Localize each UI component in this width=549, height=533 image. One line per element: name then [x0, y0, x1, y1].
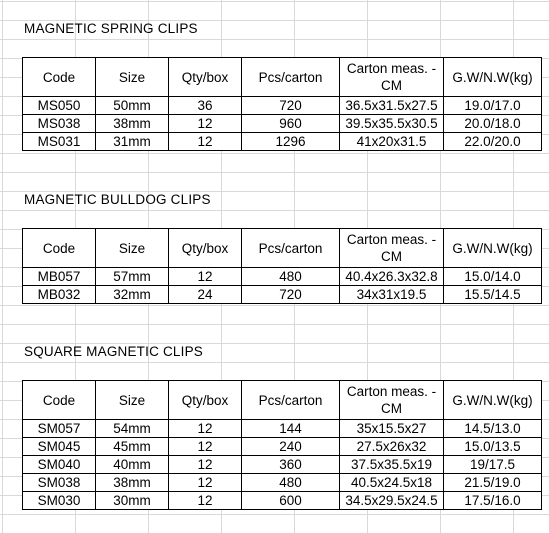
- cell-code[interactable]: MS038: [23, 115, 96, 133]
- cell-gw-nw[interactable]: 19.0/17.0: [444, 97, 542, 115]
- cell-qty-box[interactable]: 12: [169, 456, 242, 474]
- cell-carton-meas[interactable]: 40.4x26.3x32.8: [340, 268, 444, 286]
- table-row: [23, 115, 542, 133]
- cell-qty-box[interactable]: 12: [169, 474, 242, 492]
- cell-code[interactable]: MS050: [23, 97, 96, 115]
- cell-size[interactable]: 38mm: [96, 474, 169, 492]
- table-row: [23, 456, 542, 474]
- cell-code[interactable]: MS031: [23, 133, 96, 151]
- cell-size[interactable]: 31mm: [96, 133, 169, 151]
- table-row: [23, 438, 542, 456]
- cell-pcs-carton[interactable]: 960: [242, 115, 340, 133]
- cell-size[interactable]: 30mm: [96, 492, 169, 510]
- cell-code[interactable]: SM038: [23, 474, 96, 492]
- table-row: [23, 133, 542, 151]
- table-header-row: [23, 381, 542, 420]
- table-row: [23, 286, 542, 304]
- cell-carton-meas[interactable]: 39.5x35.5x30.5: [340, 115, 444, 133]
- column-header-size: Size: [96, 381, 169, 420]
- cell-code[interactable]: MB057: [23, 268, 96, 286]
- table-row: [23, 97, 542, 115]
- cell-gw-nw[interactable]: 17.5/16.0: [444, 492, 542, 510]
- cell-code[interactable]: SM045: [23, 438, 96, 456]
- column-header-gw-nw: G.W/N.W(kg): [444, 58, 542, 97]
- column-header-code: Code: [23, 229, 96, 268]
- cell-qty-box[interactable]: 12: [169, 438, 242, 456]
- section-title-bulldog-clips: MAGNETIC BULLDOG CLIPS: [24, 192, 211, 207]
- cell-pcs-carton[interactable]: 600: [242, 492, 340, 510]
- table-header-row: [23, 229, 542, 268]
- cell-size[interactable]: 32mm: [96, 286, 169, 304]
- cell-gw-nw[interactable]: 22.0/20.0: [444, 133, 542, 151]
- cell-pcs-carton[interactable]: 480: [242, 474, 340, 492]
- cell-code[interactable]: SM030: [23, 492, 96, 510]
- section-title-spring-clips: MAGNETIC SPRING CLIPS: [24, 21, 198, 36]
- bulldog-clips-table: [22, 228, 542, 304]
- cell-qty-box[interactable]: 12: [169, 420, 242, 438]
- cell-size[interactable]: 50mm: [96, 97, 169, 115]
- cell-gw-nw[interactable]: 20.0/18.0: [444, 115, 542, 133]
- column-header-pcs-carton: Pcs/carton: [242, 229, 340, 268]
- table-header-row: [23, 58, 542, 97]
- column-header-pcs-carton: Pcs/carton: [242, 58, 340, 97]
- cell-carton-meas[interactable]: 35x15.5x27: [340, 420, 444, 438]
- cell-qty-box[interactable]: 12: [169, 492, 242, 510]
- cell-size[interactable]: 54mm: [96, 420, 169, 438]
- cell-gw-nw[interactable]: 15.0/14.0: [444, 268, 542, 286]
- cell-qty-box[interactable]: 12: [169, 268, 242, 286]
- cell-gw-nw[interactable]: 19/17.5: [444, 456, 542, 474]
- cell-code[interactable]: SM040: [23, 456, 96, 474]
- cell-carton-meas[interactable]: 41x20x31.5: [340, 133, 444, 151]
- cell-gw-nw[interactable]: 14.5/13.0: [444, 420, 542, 438]
- cell-size[interactable]: 40mm: [96, 456, 169, 474]
- table-row: [23, 474, 542, 492]
- column-header-carton-meas: Carton meas. - CM: [340, 229, 444, 268]
- square-clips-table: [22, 380, 542, 510]
- cell-carton-meas[interactable]: 40.5x24.5x18: [340, 474, 444, 492]
- cell-carton-meas[interactable]: 36.5x31.5x27.5: [340, 97, 444, 115]
- cell-qty-box[interactable]: 12: [169, 115, 242, 133]
- cell-pcs-carton[interactable]: 1296: [242, 133, 340, 151]
- table-row: [23, 268, 542, 286]
- table-row: [23, 492, 542, 510]
- cell-qty-box[interactable]: 12: [169, 133, 242, 151]
- cell-qty-box[interactable]: 24: [169, 286, 242, 304]
- column-header-qty-box: Qty/box: [169, 58, 242, 97]
- column-header-pcs-carton: Pcs/carton: [242, 381, 340, 420]
- section-title-square-clips: SQUARE MAGNETIC CLIPS: [24, 344, 203, 359]
- column-header-gw-nw: G.W/N.W(kg): [444, 229, 542, 268]
- cell-pcs-carton[interactable]: 480: [242, 268, 340, 286]
- cell-pcs-carton[interactable]: 720: [242, 97, 340, 115]
- cell-size[interactable]: 38mm: [96, 115, 169, 133]
- cell-size[interactable]: 45mm: [96, 438, 169, 456]
- cell-pcs-carton[interactable]: 240: [242, 438, 340, 456]
- cell-code[interactable]: SM057: [23, 420, 96, 438]
- cell-gw-nw[interactable]: 15.0/13.5: [444, 438, 542, 456]
- column-header-code: Code: [23, 58, 96, 97]
- column-header-qty-box: Qty/box: [169, 229, 242, 268]
- column-header-code: Code: [23, 381, 96, 420]
- cell-pcs-carton[interactable]: 144: [242, 420, 340, 438]
- cell-qty-box[interactable]: 36: [169, 97, 242, 115]
- spring-clips-table: [22, 57, 542, 151]
- cell-carton-meas[interactable]: 34x31x19.5: [340, 286, 444, 304]
- cell-gw-nw[interactable]: 15.5/14.5: [444, 286, 542, 304]
- cell-size[interactable]: 57mm: [96, 268, 169, 286]
- cell-code[interactable]: MB032: [23, 286, 96, 304]
- column-header-carton-meas: Carton meas. - CM: [340, 58, 444, 97]
- cell-gw-nw[interactable]: 21.5/19.0: [444, 474, 542, 492]
- cell-pcs-carton[interactable]: 720: [242, 286, 340, 304]
- column-header-size: Size: [96, 58, 169, 97]
- cell-carton-meas[interactable]: 37.5x35.5x19: [340, 456, 444, 474]
- cell-carton-meas[interactable]: 27.5x26x32: [340, 438, 444, 456]
- cell-carton-meas[interactable]: 34.5x29.5x24.5: [340, 492, 444, 510]
- column-header-qty-box: Qty/box: [169, 381, 242, 420]
- column-header-size: Size: [96, 229, 169, 268]
- column-header-carton-meas: Carton meas. - CM: [340, 381, 444, 420]
- table-row: [23, 420, 542, 438]
- cell-pcs-carton[interactable]: 360: [242, 456, 340, 474]
- column-header-gw-nw: G.W/N.W(kg): [444, 381, 542, 420]
